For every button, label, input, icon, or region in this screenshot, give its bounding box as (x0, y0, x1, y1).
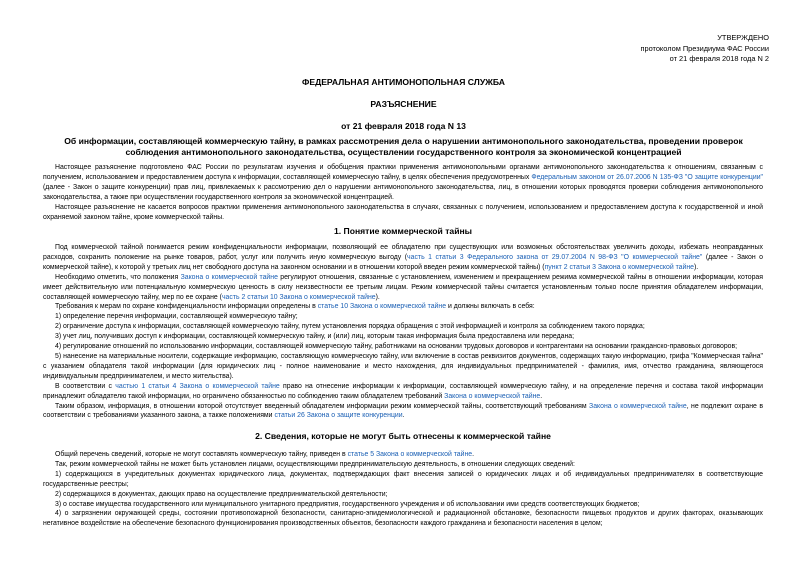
text-run: право на отнесение информации к информации, составляющей коммерческую тайну, и на определение перечня и состава такой информации принадлежит обладателю такой информации, но ограничено обязанностью по соблюдению таким обладателем требований (43, 382, 763, 400)
text-run: В соответствии с (55, 382, 116, 390)
law-98-link[interactable]: часть 1 статьи 3 Федерального закона от 29.07.2004 N 98-ФЗ "О коммерческой тайне" (407, 253, 703, 261)
list-item: 2) содержащихся в документах, дающих право на осуществление предпринимательской деятельности; (55, 490, 388, 498)
list-item: 4) регулирование отношений по использованию информации, составляющей коммерческую тайну, работниками на основании трудовых договоров и контрагентами на основании гражданско-правовых договоров; (55, 343, 738, 351)
part-1-art-4-link[interactable]: частью 1 статьи 4 Закона о коммерческой тайне (115, 382, 280, 390)
s2-paragraph-2: Так, режим коммерческой тайны не может быть установлен лицами, осуществляющими предпринимательскую деятельность, в отношении следующих сведений: (55, 460, 575, 468)
document-date-number: от 21 февраля 2018 года N 13 (341, 121, 466, 131)
text-run: (далее - Закон о коммерческой тайне), к которой у третьих лиц нет свободного доступа на законном основании и в отношении которой введен режим коммерческой тайны) ( (43, 253, 763, 271)
text-run: регулируют отношения, связанные с установлением, изменением и прекращением режима коммерческой тайны в отношении информации, которая имеет действительную или потенциальную коммерческую ценность в силу неизвестности ее третьим лицам. Режим коммерческой тайны считается установленным только после принятия обладателем информации, составляющей коммерческую тайну, мер по ее охране ( (43, 273, 763, 301)
text-run: Требования к мерам по охране конфиденциальности информации определены в (55, 303, 318, 311)
s1-paragraph-5 (43, 402, 763, 422)
point-2-art-3-link[interactable]: пункт 2 статьи 3 Закона о коммерческой тайне (544, 263, 694, 271)
part-2-art-10-link[interactable]: часть 2 статьи 10 Закона о коммерческой тайне (221, 293, 376, 301)
approved-date: от 21 февраля 2018 года N 2 (669, 54, 769, 63)
s2-paragraph-1 (43, 450, 763, 460)
s1-paragraph-3 (43, 302, 763, 312)
text-run: . (402, 412, 405, 420)
s1-paragraph-2 (43, 273, 763, 303)
intro-paragraph-2: Настоящее разъяснение не касается вопросов практики применения антимонопольного законодательства в случаях, связанных с получением, использованием и предоставлением доступа к государственной и иной охраняемой законом тайне, кроме коммерческой тайны. (43, 203, 763, 221)
art-26-competition-law-link[interactable]: статьи 26 Закона о защите конкуренции (274, 412, 403, 420)
art-5-link[interactable]: статье 5 Закона о коммерческой тайне (347, 451, 473, 458)
s1-paragraph-4 (43, 382, 763, 402)
text-run: . (472, 451, 475, 458)
trade-secret-law-link-3[interactable]: Закона о коммерческой тайне (589, 402, 687, 410)
list-item: 1) содержащихся в учредительных документах юридического лица, документах, подтверждающих факт внесения записей о юридических лицах и об индивидуальных предпринимателях в соответствующие государственные реестры; (43, 470, 763, 488)
s1-paragraph-1 (43, 243, 763, 273)
intro-paragraph-1 (43, 163, 763, 203)
trade-secret-law-link[interactable]: Закона о коммерческой тайне (180, 273, 278, 281)
text-run: Необходимо отметить, что положения (55, 273, 181, 281)
list-item: 2) ограничение доступа к информации, составляющей коммерческую тайну, путем установления порядка обращения с этой информацией и контроля за соблюдением такого порядка; (55, 323, 645, 331)
section-1-heading: 1. Понятие коммерческой тайны (333, 226, 473, 236)
approval-stamp (640, 33, 769, 65)
document-title: Об информации, составляющей коммерческую тайну, в рамках рассмотрения дела о нарушении антимонопольного законодательства, проведении проверок соблюдения антимонопольного законодательства, осуществлении государственного контроля за экономической концентрацией (64, 136, 743, 157)
law-135-link[interactable]: Федеральным законом от 26.07.2006 N 135-ФЗ "О защите конкуренции" (531, 173, 763, 181)
section-2-heading: 2. Сведения, которые не могут быть отнесены к коммерческой тайне (255, 431, 551, 441)
approved-label: УТВЕРЖДЕНО (717, 33, 769, 42)
art-10-link[interactable]: статье 10 Закона о коммерческой тайне (317, 303, 447, 311)
approved-protocol: протоколом Президиума ФАС России (640, 43, 769, 53)
list-item: 3) о составе имущества государственного или муниципального унитарного предприятия, государственного учреждения и об использовании ими средств соответствующих бюджетов; (55, 500, 640, 508)
text-run: ). (694, 263, 699, 271)
text-run: (далее - Закон о защите конкуренции) прав лиц, привлекаемых к рассмотрению дел о нарушении антимонопольного законодательства, лиц, в отношении которых проводятся проверки соблюдения антимонопольного законодательства, а также при осуществлении государственного контроля за экономической концентрацией. (43, 183, 763, 201)
trade-secret-law-link-2[interactable]: Закона о коммерческой тайне (444, 392, 541, 400)
text-run: ). (375, 293, 380, 301)
intro-block (43, 163, 763, 222)
text-run: Под коммерческой тайной понимается режим конфиденциальности информации, позволяющий ее обладателю при существующих или возможных обстоятельствах увеличить доходы, избежать неоправданных расходов, сохранить положение на рынке товаров, работ, услуг или получить иную коммерческую выгоду ( (43, 244, 763, 261)
text-run: . (540, 392, 543, 400)
text-run: Общий перечень сведений, которые не могут составлять коммерческую тайну, приведен в (55, 451, 348, 458)
list-item: 3) учет лиц, получивших доступ к информации, составляющей коммерческую тайну, и (или) лиц, которым такая информация была предоставлена или передана; (55, 333, 575, 341)
text-run: Настоящее разъяснение подготовлено ФАС России по результатам изучения и обобщения практики применения антимонопольными органами антимонопольного законодательства к отношениям, связанным с получением, использованием и предоставлением доступа к информации, составляющей коммерческую тайну, в целях обеспечения предусмотренных (43, 164, 763, 181)
list-item: 5) нанесение на материальные носители, содержащие информацию, составляющую коммерческую тайну, или включение в состав реквизитов документов, содержащих такую информацию, грифа "Коммерческая тайна" с указанием обладателя такой информации (для юридических лиц - полное наименование и место нахождения, для индивидуальных предпринимателей - фамилия, имя, отчество гражданина, являющегося индивидуальным предпринимателем, и место жительства). (43, 352, 763, 380)
list-item: 4) о загрязнении окружающей среды, состоянии противопожарной безопасности, санитарно-эпидемиологической и радиационной обстановке, безопасности пищевых продуктов и других факторах, оказывающих негативное воздействие на обеспечение безопасного функционирования производственных объектов, безопасности каждого гражданина и безопасности населения в целом; (43, 510, 763, 528)
section-1-body (43, 243, 763, 421)
organization-title: ФЕДЕРАЛЬНАЯ АНТИМОНОПОЛЬНАЯ СЛУЖБА (302, 77, 505, 87)
list-item: 1) определение перечня информации, составляющей коммерческую тайну; (55, 313, 298, 321)
section-2-body (43, 450, 763, 529)
text-run: и должны включать в себя: (446, 303, 535, 311)
document-type: РАЗЪЯСНЕНИЕ (370, 99, 437, 109)
text-run: , не подлежит охране в соответствии с требованиями указанного закона, а также положениями (43, 402, 763, 420)
text-run: Таким образом, информация, в отношении которой отсутствует введенный обладателем информации режим коммерческой тайны, соответствующий требованиям (55, 402, 590, 410)
